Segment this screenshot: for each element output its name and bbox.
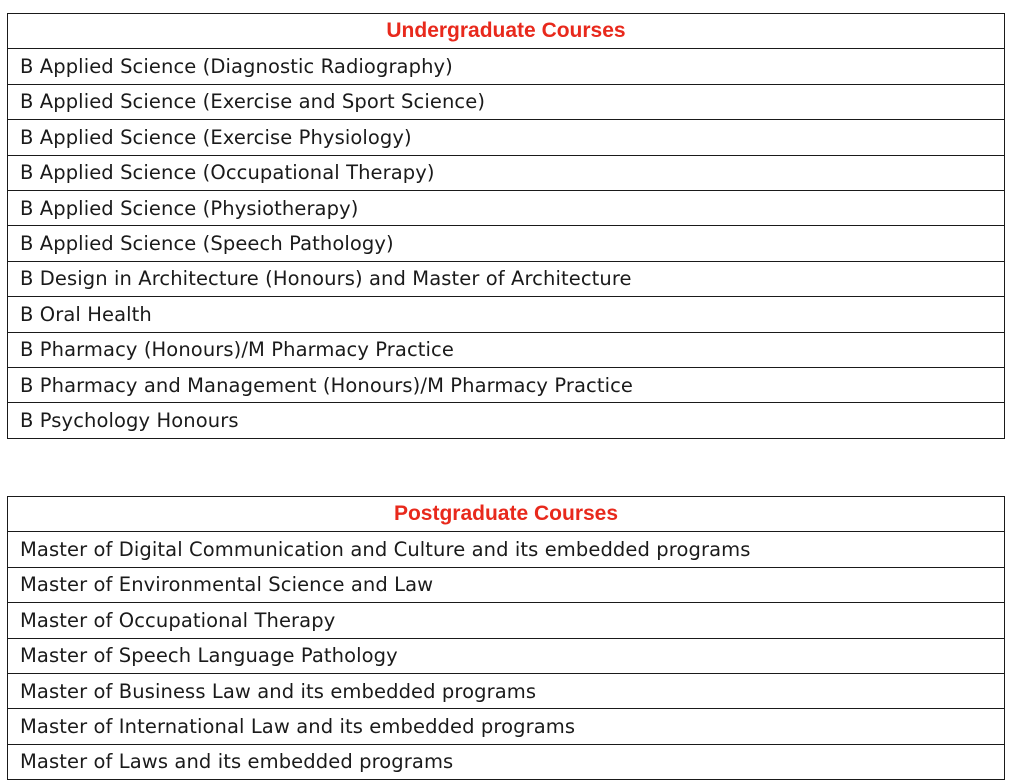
table-row <box>8 190 1005 225</box>
course-cell: B Pharmacy (Honours)/M Pharmacy Practice <box>8 332 1005 367</box>
postgraduate-heading: Postgraduate Courses <box>8 497 1005 532</box>
table-row <box>8 744 1005 779</box>
table-row <box>8 155 1005 190</box>
table-row <box>8 367 1005 402</box>
table-row <box>8 709 1005 744</box>
course-cell: Master of Occupational Therapy <box>8 603 1005 638</box>
table-row <box>8 673 1005 708</box>
course-cell: B Pharmacy and Management (Honours)/M Pharmacy Practice <box>8 367 1005 402</box>
table-header-row <box>8 14 1005 49</box>
table-row <box>8 332 1005 367</box>
table-row <box>8 603 1005 638</box>
course-cell: B Applied Science (Occupational Therapy) <box>8 155 1005 190</box>
course-cell: B Applied Science (Diagnostic Radiography) <box>8 49 1005 84</box>
table-row <box>8 120 1005 155</box>
course-cell: B Applied Science (Exercise Physiology) <box>8 120 1005 155</box>
postgraduate-courses-table <box>7 496 1005 780</box>
table-row <box>8 226 1005 261</box>
course-cell: B Oral Health <box>8 297 1005 332</box>
table-row <box>8 261 1005 296</box>
course-cell: Master of Environmental Science and Law <box>8 567 1005 602</box>
course-cell: Master of Laws and its embedded programs <box>8 744 1005 779</box>
course-cell: B Applied Science (Speech Pathology) <box>8 226 1005 261</box>
table-row <box>8 84 1005 119</box>
course-cell: Master of International Law and its embedded programs <box>8 709 1005 744</box>
undergraduate-courses-table <box>7 13 1005 439</box>
table-row <box>8 567 1005 602</box>
course-cell: Master of Business Law and its embedded programs <box>8 673 1005 708</box>
course-cell: Master of Speech Language Pathology <box>8 638 1005 673</box>
course-cell: B Design in Architecture (Honours) and Master of Architecture <box>8 261 1005 296</box>
table-row <box>8 297 1005 332</box>
course-cell: B Applied Science (Physiotherapy) <box>8 190 1005 225</box>
table-row <box>8 403 1005 438</box>
course-cell: B Psychology Honours <box>8 403 1005 438</box>
course-cell: B Applied Science (Exercise and Sport Science) <box>8 84 1005 119</box>
table-header-row <box>8 497 1005 532</box>
table-row <box>8 49 1005 84</box>
course-cell: Master of Digital Communication and Culture and its embedded programs <box>8 532 1005 567</box>
table-row <box>8 532 1005 567</box>
undergraduate-heading: Undergraduate Courses <box>8 14 1005 49</box>
table-row <box>8 638 1005 673</box>
